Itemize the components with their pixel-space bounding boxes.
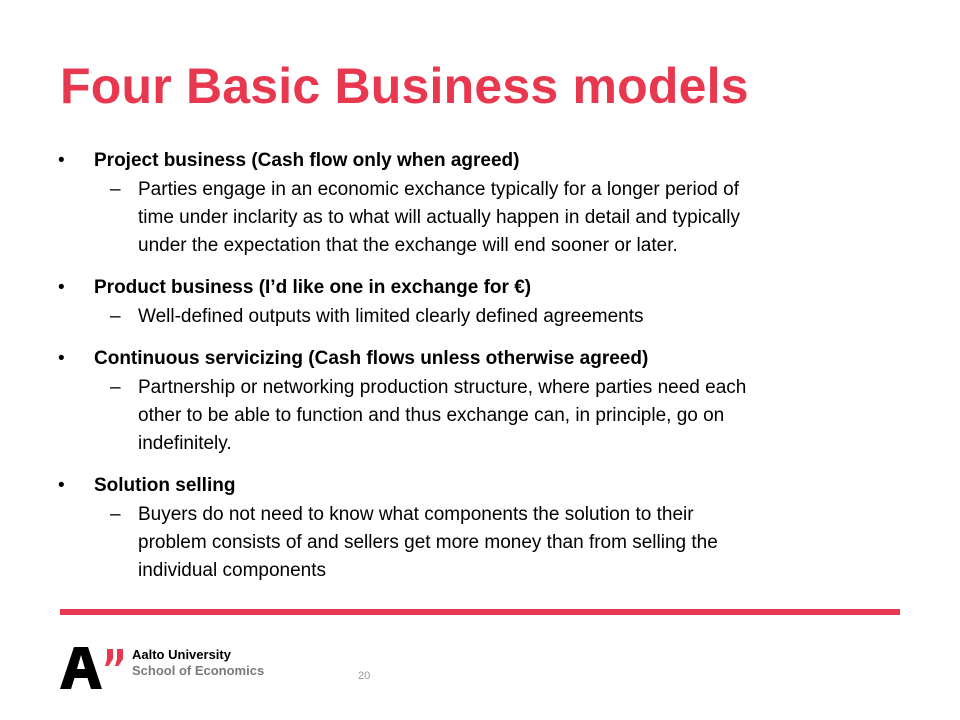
page-number: 20 <box>358 670 371 682</box>
bullet-heading-text: Project business (Cash flow only when agreed) <box>94 150 520 171</box>
aalto-logo-icon <box>60 645 126 689</box>
sub-bullet-line: time under inclarity as to what will actually happen in detail and typically <box>138 207 740 228</box>
dash-marker: – <box>110 306 121 327</box>
bullet-item <box>58 471 908 585</box>
logo-school-name: School of Economics <box>132 663 265 678</box>
bullet-marker: • <box>58 150 65 171</box>
bullet-item <box>58 344 908 458</box>
university-logo <box>60 645 290 689</box>
sub-bullet-line: Well-defined outputs with limited clearly defined agreements <box>138 306 644 327</box>
sub-bullet <box>108 176 908 260</box>
logo-university-name: Aalto University <box>132 647 231 662</box>
bullet-heading <box>58 146 908 176</box>
sub-bullet-line: under the expectation that the exchange will end sooner or later. <box>138 235 678 256</box>
sub-bullet-line: problem consists of and sellers get more money than from selling the <box>138 532 718 553</box>
bullet-marker: • <box>58 348 65 369</box>
bullet-marker: • <box>58 475 65 496</box>
bullet-item <box>58 146 908 260</box>
sub-bullet-line: individual components <box>138 560 327 581</box>
dash-marker: – <box>110 377 121 398</box>
bullet-heading-text: Continuous servicizing (Cash flows unless otherwise agreed) <box>94 348 649 369</box>
bullet-heading-text: Product business (I’d like one in exchange for €) <box>94 277 532 298</box>
footer-divider <box>60 609 900 615</box>
slide-title: Four Basic Business models <box>60 58 749 114</box>
slide-body <box>58 146 908 598</box>
sub-bullet-line: Parties engage in an economic exchance typically for a longer period of <box>138 179 739 200</box>
sub-bullet-line: Partnership or networking production structure, where parties need each <box>138 377 747 398</box>
bullet-heading-text: Solution selling <box>94 475 236 496</box>
sub-bullet-line: indefinitely. <box>138 433 232 454</box>
bullet-item <box>58 273 908 331</box>
sub-bullet-line: Buyers do not need to know what components the solution to their <box>138 504 694 525</box>
sub-bullet <box>108 501 908 585</box>
bullet-heading <box>58 471 908 501</box>
bullet-heading <box>58 273 908 303</box>
sub-bullet <box>108 303 908 331</box>
sub-bullet-line: other to be able to function and thus exchange can, in principle, go on <box>138 405 725 426</box>
sub-bullet <box>108 374 908 458</box>
dash-marker: – <box>110 504 121 525</box>
dash-marker: – <box>110 179 121 200</box>
bullet-marker: • <box>58 277 65 298</box>
bullet-heading <box>58 344 908 374</box>
